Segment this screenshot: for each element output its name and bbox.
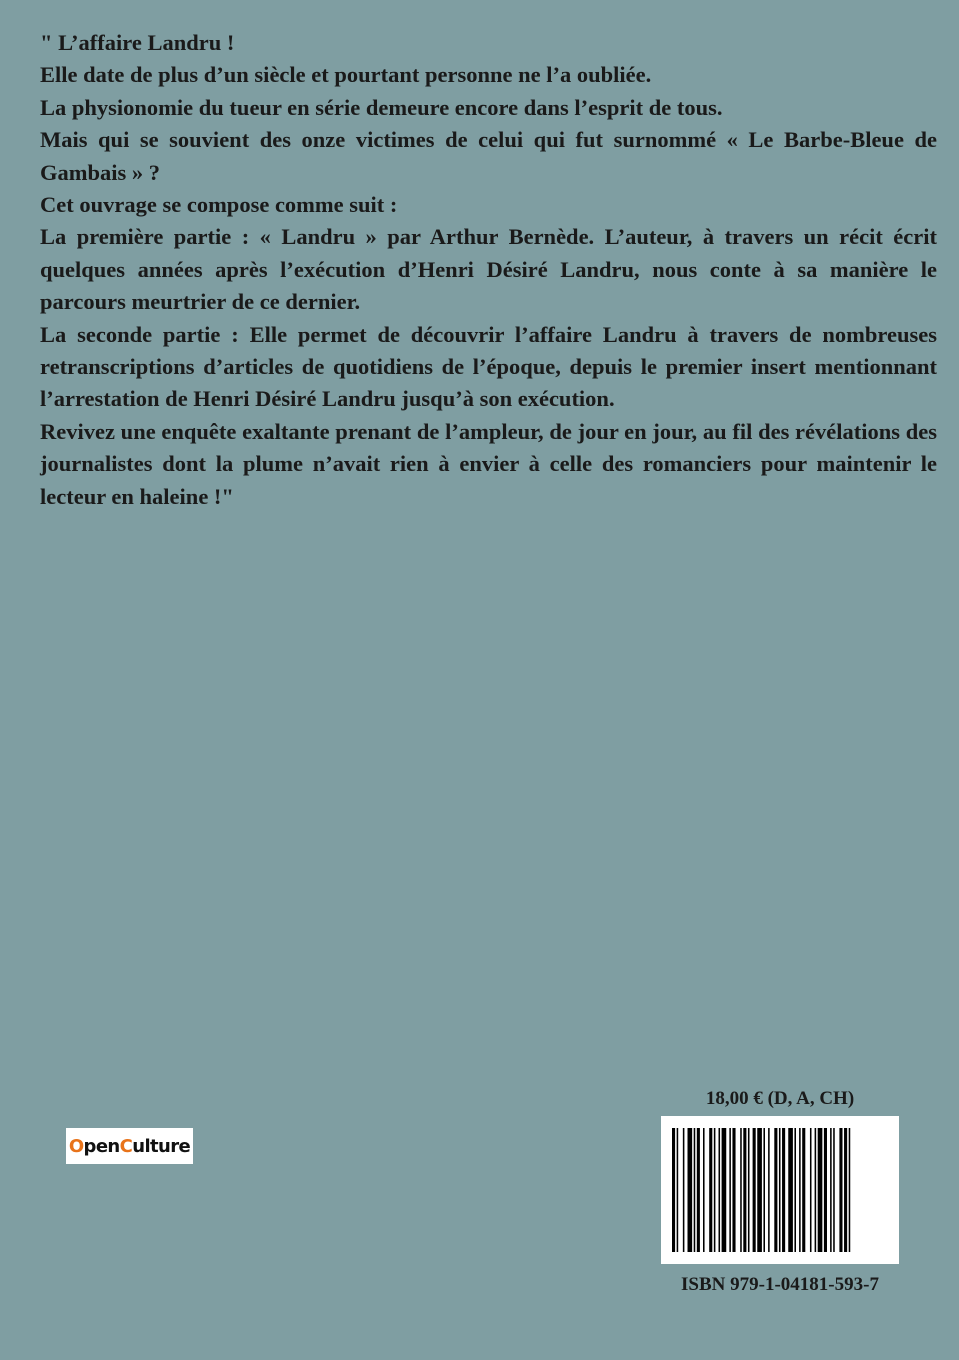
blurb-paragraph-3: Mais qui se souvient des onze victimes de celui qui fut surnommé « Le Barbe-Bleue de Gambais » ?	[40, 127, 937, 185]
barcode-bar	[763, 1128, 765, 1252]
barcode	[661, 1116, 899, 1264]
barcode-bar	[815, 1128, 817, 1252]
blurb-paragraph-5: La première partie : « Landru » par Arthur Bernède. L’auteur, à travers un récit écrit quelques années après l’exécution d’Henri Désiré Landru, nous conte à sa manière le parcours meurtrier de ce dernier.	[40, 224, 937, 315]
blurb-paragraph-1: Elle date de plus d’un siècle et pourtant personne ne l’a oubliée.	[40, 62, 652, 88]
barcode-bar	[774, 1128, 777, 1252]
barcode-bar	[722, 1128, 727, 1252]
barcode-bar	[849, 1128, 851, 1252]
barcode-bar	[779, 1128, 781, 1252]
barcode-bar	[743, 1128, 746, 1252]
price-label: 18,00 € (D, A, CH)	[705, 1088, 855, 1109]
blurb-paragraph-7: Revivez une enquête exaltante prenant de l’ampleur, de jour en jour, au fil des révélations des journalistes dont la plume n’avait rien à envier à celle des romanciers pour maintenir le lecteur en haleine !"	[40, 418, 937, 509]
barcode-bar	[833, 1128, 835, 1252]
barcode-bar	[753, 1128, 756, 1252]
blurb-paragraph-4: Cet ouvrage se compose comme suit :	[40, 192, 398, 218]
barcode-bar	[683, 1128, 685, 1252]
barcode-bar	[732, 1128, 735, 1252]
openculture-logo	[66, 1128, 193, 1164]
barcode-bar	[844, 1128, 847, 1252]
logo-letter-o: O	[68, 1135, 84, 1157]
barcode-bar	[839, 1128, 842, 1252]
barcode-bar	[748, 1128, 750, 1252]
barcode-bar	[830, 1128, 832, 1252]
barcode-bar	[782, 1128, 785, 1252]
barcode-bar	[788, 1128, 793, 1252]
blurb-title: " L’affaire Landru !	[40, 30, 235, 55]
barcode-bar	[824, 1128, 827, 1252]
barcode-bar	[740, 1128, 742, 1252]
blurb-paragraph-6: La seconde partie : Elle permet de découvrir l’affaire Landru à travers de nombreuses retranscriptions d’articles de quotidiens de l’époque, depuis le premier insert mentionnant l’arrestation de Henri Désiré Landru jusqu’à son exécution.	[40, 321, 937, 412]
barcode-bar	[768, 1128, 770, 1252]
barcode-bar	[703, 1128, 705, 1252]
barcode-bar	[709, 1128, 712, 1252]
barcode-bar	[799, 1128, 801, 1252]
logo-text-ulture: ulture	[132, 1135, 191, 1157]
isbn-label: ISBN 979-1-04181-593-7	[681, 1274, 879, 1295]
barcode-bars	[672, 1128, 888, 1252]
barcode-bar	[672, 1128, 675, 1252]
barcode-bar	[757, 1128, 762, 1252]
barcode-bar	[694, 1128, 696, 1252]
barcode-bar	[802, 1128, 805, 1252]
blurb-paragraph-2: La physionomie du tueur en série demeure encore dans l’esprit de tous.	[40, 94, 723, 120]
logo-text-pen: pen	[83, 1135, 120, 1157]
barcode-bar	[697, 1128, 700, 1252]
barcode-bar	[729, 1128, 731, 1252]
logo-letter-c: C	[119, 1135, 133, 1157]
back-cover-blurb	[40, 27, 937, 513]
barcode-bar	[719, 1128, 721, 1252]
barcode-bar	[688, 1128, 693, 1252]
barcode-bar	[794, 1128, 796, 1252]
barcode-bar	[818, 1128, 823, 1252]
barcode-bar	[810, 1128, 812, 1252]
barcode-bar	[714, 1128, 716, 1252]
barcode-bar	[677, 1128, 679, 1252]
